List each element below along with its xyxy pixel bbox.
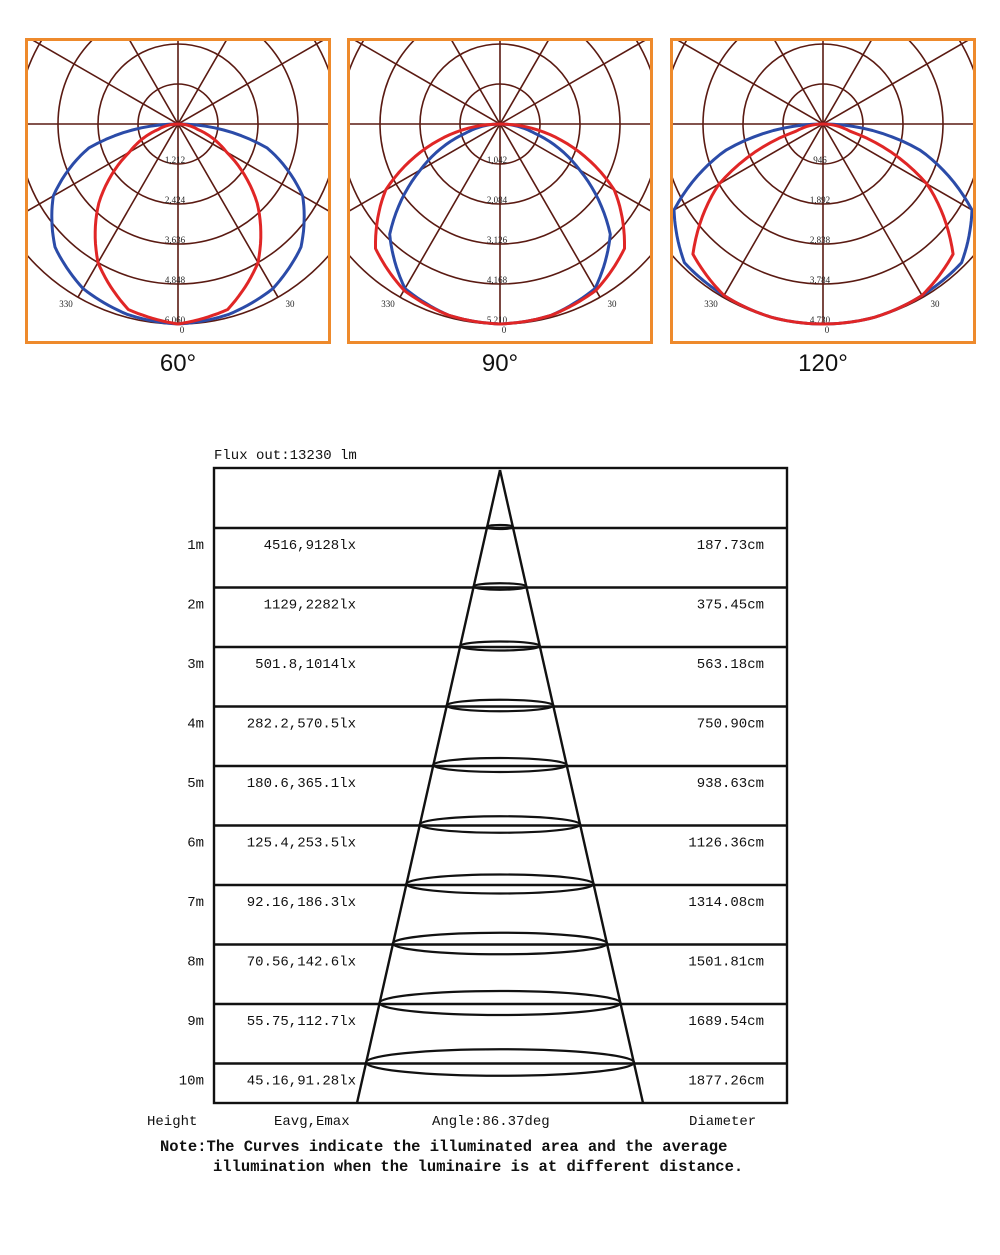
cone-row-diameter: 1877.26cm — [688, 1073, 764, 1090]
polar-scale-label: 946 — [813, 155, 827, 165]
polar-scale-label: 4,848 — [164, 275, 186, 285]
cone-row-diameter: 1501.81cm — [688, 954, 764, 971]
cone-row-diameter: 563.18cm — [696, 656, 764, 673]
cone-row-diameter: 187.73cm — [696, 537, 764, 554]
cone-row-height: 2m — [187, 597, 204, 614]
cone-rows — [179, 528, 787, 1089]
polar-scale-label: 3,784 — [809, 275, 831, 285]
cone-row-diameter: 1126.36cm — [688, 835, 764, 852]
eavg-emax-column-label: Eavg,Emax — [274, 1114, 350, 1130]
polar-angle-label: 0 — [501, 325, 507, 335]
polar-angle-label: 330 — [704, 299, 718, 309]
cone-row-diameter: 750.90cm — [696, 716, 764, 733]
cone-row-eavg-emax: 282.2,570.5lx — [246, 716, 356, 733]
polar-scale-label: 3,636 — [164, 235, 186, 245]
cone-row-height: 1m — [187, 537, 204, 554]
polar-scale-label: 1,212 — [164, 155, 186, 165]
cone-row-height: 7m — [187, 894, 204, 911]
cone-row-diameter: 1314.08cm — [688, 894, 764, 911]
polar-angle-label: 30 — [930, 299, 940, 309]
cone-row-height: 5m — [187, 775, 204, 792]
polar-scale-label: 2,424 — [164, 195, 186, 205]
cone-row-eavg-emax: 4516,9128lx — [263, 537, 356, 554]
cone-row-eavg-emax: 55.75,112.7lx — [246, 1013, 356, 1030]
cone-row-eavg-emax: 180.6,365.1lx — [246, 775, 356, 792]
cone-row-eavg-emax: 70.56,142.6lx — [246, 954, 356, 971]
beam-angle-label: 60° — [159, 350, 197, 377]
beam-angle-label: 120° — [798, 350, 848, 377]
cone-row-eavg-emax: 1129,2282lx — [263, 597, 356, 614]
cone-edge-left — [357, 470, 500, 1103]
beam-cone — [357, 470, 643, 1103]
diameter-column-label: Diameter — [689, 1114, 757, 1130]
cone-row-height: 10m — [178, 1073, 204, 1090]
polar-scale-label: 2,838 — [809, 235, 831, 245]
cone-row-height: 4m — [187, 716, 204, 733]
polar-scale-label: 4,730 — [809, 315, 831, 325]
polar-scale-label: 1,042 — [486, 155, 508, 165]
beam-angle-label: 90° — [481, 350, 519, 377]
note-line-1 — [160, 1138, 727, 1156]
polar-angle-label: 0 — [179, 325, 185, 335]
polar-scale-label: 6,060 — [164, 315, 186, 325]
polar-angle-label: 30 — [607, 299, 617, 309]
polar-scale-label: 1,892 — [809, 195, 831, 205]
cone-row-eavg-emax: 125.4,253.5lx — [246, 835, 356, 852]
cone-row-eavg-emax: 45.16,91.28lx — [246, 1073, 356, 1090]
cone-row-height: 6m — [187, 835, 204, 852]
polar-angle-label: 0 — [824, 325, 830, 335]
beam-angle-value: Angle:86.37deg — [432, 1114, 550, 1130]
polar-scale-label: 2,084 — [486, 195, 508, 205]
flux-out-label: Flux out:13230 lm — [214, 448, 357, 464]
note-label: Note: — [160, 1138, 207, 1156]
cone-row-eavg-emax: 501.8,1014lx — [255, 656, 356, 673]
cone-row-diameter: 1689.54cm — [688, 1013, 764, 1030]
cone-edge-right — [500, 470, 643, 1103]
cone-row-diameter: 375.45cm — [696, 597, 764, 614]
note-text-1: The Curves indicate the illuminated area and the average — [206, 1138, 728, 1156]
cone-row-eavg-emax: 92.16,186.3lx — [246, 894, 356, 911]
polar-angle-label: 330 — [59, 299, 73, 309]
polar-angle-label: 30 — [285, 299, 295, 309]
note-line-2: illumination when the luminaire is at different distance. — [213, 1158, 744, 1176]
cone-row-height: 9m — [187, 1013, 204, 1030]
polar-scale-label: 4,168 — [486, 275, 508, 285]
polar-angle-label: 330 — [381, 299, 395, 309]
cone-row-height: 8m — [187, 954, 204, 971]
polar-scale-label: 5,210 — [486, 315, 508, 325]
cone-row-diameter: 938.63cm — [696, 775, 764, 792]
polar-scale-label: 3,126 — [486, 235, 508, 245]
height-column-label: Height — [147, 1114, 198, 1130]
cone-row-height: 3m — [187, 656, 204, 673]
